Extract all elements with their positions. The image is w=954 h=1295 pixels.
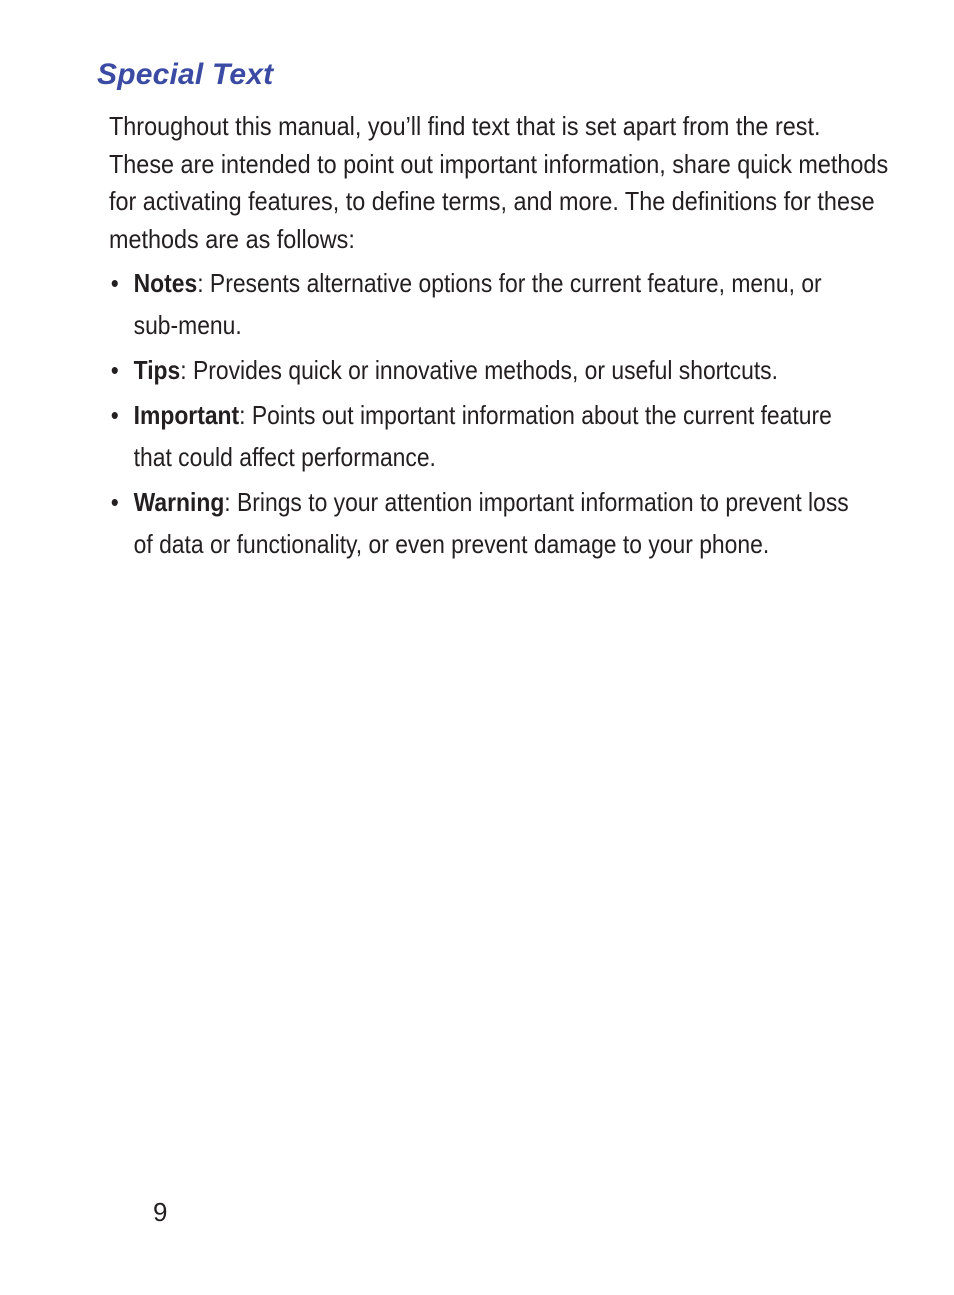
- list-item-tips: [109, 349, 861, 391]
- intro-paragraph: Throughout this manual, you’ll find text that is set apart from the rest. These are intended to point out important information, share quick methods for activating features, to define terms, and more. The definitions for these methods are as follows:: [109, 111, 889, 254]
- term-description: : Presents alternative options for the current feature, menu, or sub-menu.: [133, 268, 822, 340]
- term-label: Warning: [133, 487, 225, 517]
- bullet-icon: •: [110, 268, 119, 298]
- term-description: : Brings to your attention important information to prevent loss of data or functionality, or even prevent damage to your phone.: [133, 487, 849, 559]
- page-number: 9: [153, 1197, 168, 1227]
- bullet-icon: •: [110, 487, 119, 517]
- section-heading: Special Text: [97, 58, 274, 91]
- term-description: : Provides quick or innovative methods, or useful shortcuts.: [180, 355, 778, 385]
- term-label: Important: [133, 400, 240, 430]
- list-item-notes: [109, 262, 861, 346]
- list-item-warning: [109, 481, 861, 565]
- term-description: : Points out important information about the current feature that could affect performance.: [133, 400, 832, 472]
- term-label: Tips: [133, 355, 181, 385]
- term-label: Notes: [133, 268, 198, 298]
- definitions-list: [109, 262, 861, 568]
- list-item-important: [109, 394, 861, 478]
- bullet-icon: •: [110, 400, 119, 430]
- bullet-icon: •: [110, 355, 119, 385]
